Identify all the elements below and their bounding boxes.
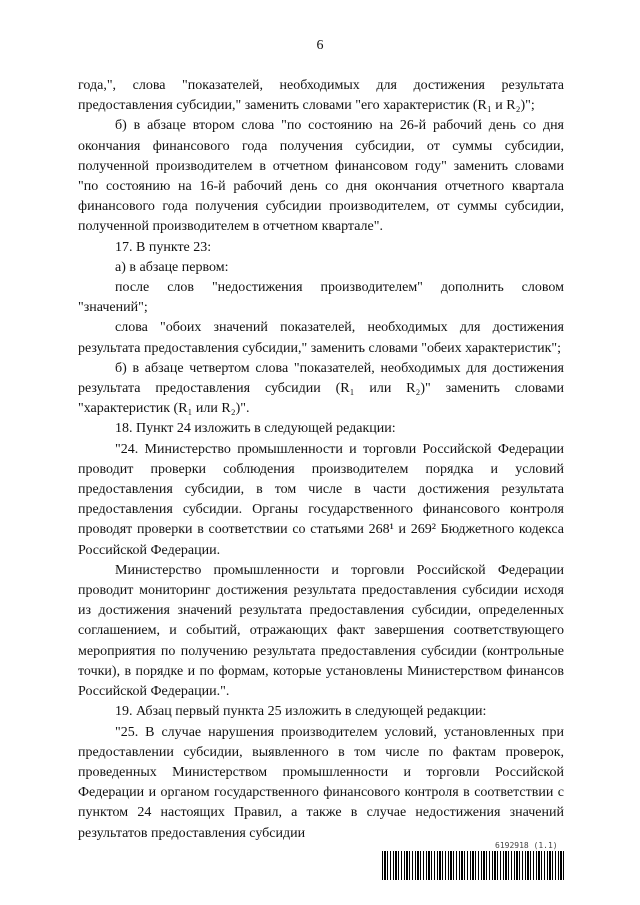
document-body: [78, 76, 564, 844]
paragraph: б) в абзаце четвертом слова "показателей, необходимых для достижения результата предоставления субсидии (R₁ или R₂)" заменить словами "характеристик (R₁ или R₂)".: [78, 360, 564, 417]
paragraph: 17. В пункте 23:: [115, 239, 212, 255]
paragraph: "25. В случае нарушения производителем условий, установленных при предоставлении субсидии, выявленного в том числе по фактам проверок, проведенных Министерством промышленности и торговли Российской Федерации и органом государственного финансового контроля в соответствии с пунктом 24 настоящих Правил, а также в случае недостижения значений результатов предоставления субсидии: [78, 724, 564, 841]
paragraph: после слов "недостижения производителем" дополнить словом "значений";: [78, 280, 564, 316]
document-number: 6192918 (1.1): [495, 841, 558, 850]
paragraph: б) в абзаце втором слова "по состоянию на 26-й рабочий день со дня окончания финансового года получения субсидии, от суммы субсидии, полученной производителем в отчетном финансовом году" заменить словами "по состоянию на 16-й рабочий день со дня окончания отчетного квартала финансового года получения субсидии производителем, от суммы субсидии, полученной производителем в отчетном квартале".: [78, 118, 564, 235]
paragraph: 18. Пункт 24 изложить в следующей редакции:: [115, 421, 396, 437]
paragraph: а) в абзаце первом:: [115, 259, 229, 275]
paragraph: слова "обоих значений показателей, необходимых для достижения результата предоставления субсидии," заменить словами "обеих характеристик";: [78, 320, 564, 356]
paragraph: 19. Абзац первый пункта 25 изложить в следующей редакции:: [115, 704, 487, 720]
paragraph: года,", слова "показателей, необходимых для достижения результата предоставления субсидии," заменить словами "его характеристик (R₁ и R₂)";: [78, 78, 564, 114]
paragraph: Министерство промышленности и торговли Российской Федерации проводит мониторинг достижения результата предоставления субсидии исходя из достижения значений результата предоставления субсидии, определенных соглашением, и событий, отражающих факт завершения соответствующего мероприятия по получению результата предоставления субсидии (контрольные точки), в порядке и по формам, которые установлены Министерством финансов Российской Федерации.".: [78, 562, 564, 700]
page-number: 6: [316, 38, 324, 53]
paragraph: "24. Министерство промышленности и торговли Российской Федерации проводит проверки соблюдения производителем порядка и условий предоставления субсидии, в том числе в части достижения результата предоставления субсидии. Органы государственного финансового контроля проводят проверки в соответствии со статьями 268¹ и 269² Бюджетного кодекса Российской Федерации.: [78, 441, 564, 558]
barcode: [382, 851, 566, 880]
